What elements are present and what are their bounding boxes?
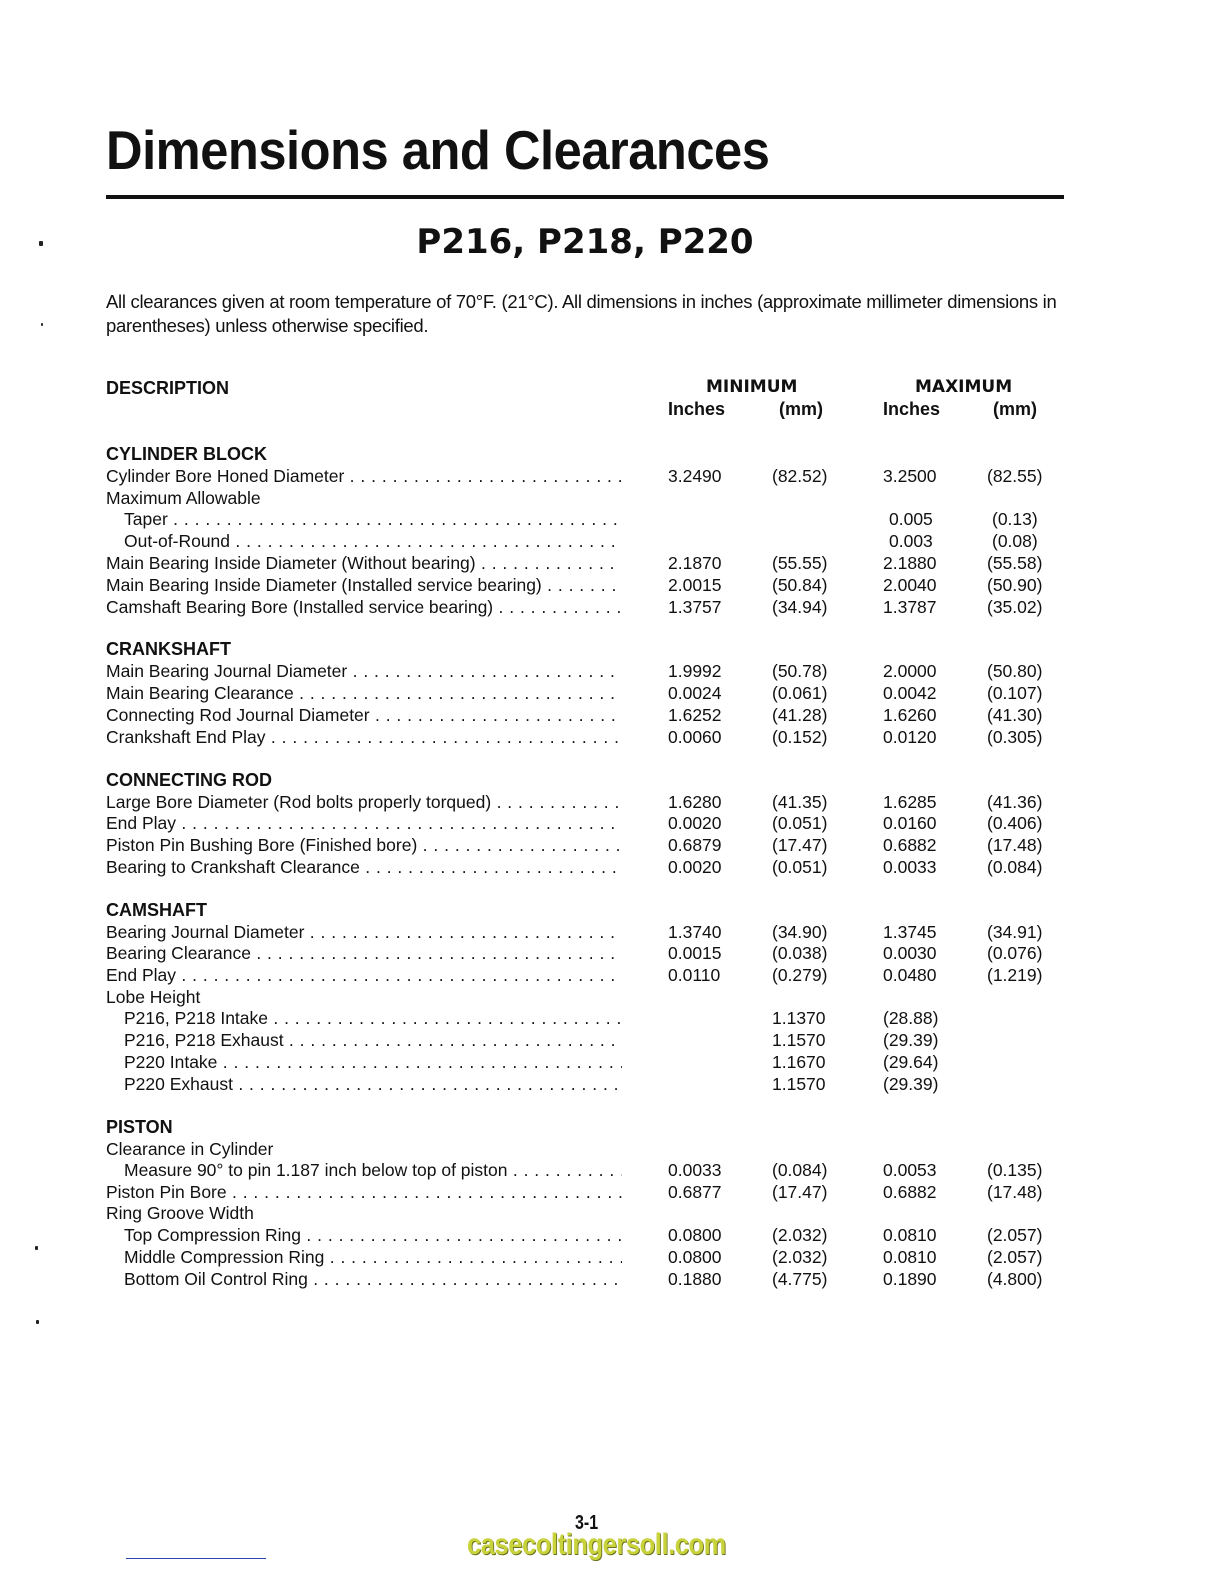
max-mm: (41.30) <box>987 705 1043 725</box>
spec-label: Measure 90° to pin 1.187 inch below top of piston . . . <box>124 1160 622 1181</box>
max-inches: 0.0810 <box>883 1247 937 1267</box>
min-mm: (0.084) <box>772 1160 828 1180</box>
spec-row <box>106 597 1066 619</box>
spec-label: Bottom Oil Control Ring . . . <box>124 1269 622 1290</box>
max-inches: 0.0160 <box>883 813 937 833</box>
header-min-inches: Inches <box>668 399 726 419</box>
watermark-text: casecoltingersoll.com <box>467 1528 726 1561</box>
spec-row <box>106 1269 1066 1291</box>
min-mm: (34.94) <box>772 597 828 617</box>
max-inches: (29.64) <box>883 1052 939 1072</box>
max-inches: 0.003 <box>889 531 933 551</box>
max-inches: 1.6260 <box>883 705 937 725</box>
min-mm: (17.47) <box>772 1182 828 1202</box>
min-inches: 0.0015 <box>668 943 722 963</box>
spec-row <box>106 1030 1066 1052</box>
model-subtitle: P216, P218, P220 <box>416 222 754 262</box>
spec-row <box>106 661 1066 683</box>
spec-label: Camshaft Bearing Bore (Installed service bearing) . . . <box>106 597 622 618</box>
spec-label: Taper . . . <box>124 509 622 530</box>
spec-group-label <box>106 1203 1066 1225</box>
min-mm: (0.279) <box>772 965 828 985</box>
max-mm: (4.800) <box>987 1269 1043 1289</box>
spec-row <box>106 922 1066 944</box>
min-inches: 0.0020 <box>668 813 722 833</box>
max-mm: (82.55) <box>987 466 1043 486</box>
spec-row <box>106 857 1066 879</box>
max-inches: 0.6882 <box>883 1182 937 1202</box>
header-max-inches: Inches <box>883 399 941 419</box>
spec-label: Crankshaft End Play . . . <box>106 727 622 748</box>
spec-row <box>106 683 1066 705</box>
max-mm: (0.13) <box>992 509 1038 529</box>
max-mm: (0.107) <box>987 683 1043 703</box>
min-mm: (0.061) <box>772 683 828 703</box>
spec-row <box>106 466 1066 488</box>
min-inches: 0.0800 <box>668 1247 722 1267</box>
spec-row <box>106 705 1066 727</box>
header-max-mm: (mm) <box>993 399 1037 419</box>
min-mm: (0.038) <box>772 943 828 963</box>
spec-row <box>106 1225 1066 1247</box>
header-description: DESCRIPTION <box>106 378 230 398</box>
spec-label: Piston Pin Bore . . . <box>106 1182 622 1203</box>
spec-label: P216, P218 Intake . . . <box>124 1008 622 1029</box>
min-inches: 0.0024 <box>668 683 722 703</box>
max-mm: (50.90) <box>987 575 1043 595</box>
spec-label: Middle Compression Ring . . . <box>124 1247 622 1268</box>
min-inches: 1.3757 <box>668 597 722 617</box>
min-mm: (34.90) <box>772 922 828 942</box>
min-inches: 1.6280 <box>668 792 722 812</box>
page-title: Dimensions and Clearances <box>106 119 770 181</box>
spec-label: P220 Intake . . . <box>124 1052 622 1073</box>
header-min-mm: (mm) <box>779 399 823 419</box>
spec-label: Clearance in Cylinder <box>106 1139 274 1159</box>
max-mm: (17.48) <box>987 1182 1043 1202</box>
spec-row <box>106 553 1066 575</box>
min-inches: 0.0110 <box>668 965 721 985</box>
min-mm: (50.78) <box>772 661 828 681</box>
max-inches: 0.0033 <box>883 857 937 877</box>
min-inches: 0.1880 <box>668 1269 722 1289</box>
max-mm: (1.219) <box>987 965 1043 985</box>
spec-row <box>106 792 1066 814</box>
max-inches: 2.0040 <box>883 575 937 595</box>
spec-label: Main Bearing Inside Diameter (Without bearing) . . . <box>106 553 622 574</box>
header-minimum: MINIMUM <box>706 377 798 397</box>
max-mm: (2.057) <box>987 1247 1043 1267</box>
max-mm: (35.02) <box>987 597 1043 617</box>
section-title-crankshaft: CRANKSHAFT <box>106 639 231 659</box>
spec-row <box>106 1052 1066 1074</box>
margin-mark <box>36 1320 39 1324</box>
spec-label: Piston Pin Bushing Bore (Finished bore) . . . <box>106 835 622 856</box>
section-title-cylinder-block: CYLINDER BLOCK <box>106 444 267 464</box>
min-mm: (4.775) <box>772 1269 828 1289</box>
header-maximum: MAXIMUM <box>915 377 1013 397</box>
spec-row <box>106 813 1066 835</box>
max-inches: 1.3745 <box>883 922 937 942</box>
spec-row <box>106 1008 1066 1030</box>
spec-row <box>106 575 1066 597</box>
spec-row <box>106 965 1066 987</box>
title-rule <box>106 195 1064 199</box>
max-inches: 3.2500 <box>883 466 937 486</box>
margin-mark <box>35 1246 38 1250</box>
min-inches: 0.0033 <box>668 1160 722 1180</box>
spec-label: End Play . . . <box>106 965 622 986</box>
min-mm: (2.032) <box>772 1247 828 1267</box>
min-inches: 0.0800 <box>668 1225 722 1245</box>
max-mm: (0.406) <box>987 813 1043 833</box>
min-mm: (50.84) <box>772 575 828 595</box>
spec-label: Cylinder Bore Honed Diameter . . . <box>106 466 622 487</box>
section-title-camshaft: CAMSHAFT <box>106 900 207 920</box>
spec-row <box>106 1074 1066 1096</box>
max-inches: 0.0030 <box>883 943 937 963</box>
max-mm: (34.91) <box>987 922 1043 942</box>
min-mm: (0.051) <box>772 813 828 833</box>
min-mm: (0.051) <box>772 857 828 877</box>
min-inches: 3.2490 <box>668 466 722 486</box>
min-inches: 2.0015 <box>668 575 722 595</box>
max-inches: 2.1880 <box>883 553 937 573</box>
max-inches: 0.0480 <box>883 965 937 985</box>
spec-label: Large Bore Diameter (Rod bolts properly torqued) . . . <box>106 792 622 813</box>
spec-row <box>106 531 1066 553</box>
page-number: 3-1 <box>575 1512 599 1534</box>
max-inches: 1.3787 <box>883 597 937 617</box>
spec-label: Connecting Rod Journal Diameter . . . <box>106 705 622 726</box>
spec-row <box>106 509 1066 531</box>
max-mm: (0.076) <box>987 943 1043 963</box>
max-inches: 0.1890 <box>883 1269 937 1289</box>
max-mm: (0.305) <box>987 727 1043 747</box>
spec-label: Bearing to Crankshaft Clearance . . . <box>106 857 622 878</box>
max-inches: 2.0000 <box>883 661 937 681</box>
spec-row <box>106 1182 1066 1204</box>
spec-label: Ring Groove Width <box>106 1203 254 1223</box>
spec-group-label <box>106 1139 1066 1161</box>
spec-label: P220 Exhaust . . . <box>124 1074 622 1095</box>
spec-label: Main Bearing Inside Diameter (Installed service bearing) . . . <box>106 575 622 596</box>
min-mm: (0.152) <box>772 727 828 747</box>
max-inches: 0.0042 <box>883 683 937 703</box>
spec-label: Main Bearing Journal Diameter . . . <box>106 661 622 682</box>
spec-row <box>106 727 1066 749</box>
spec-row <box>106 1247 1066 1269</box>
max-inches: 0.0120 <box>883 727 937 747</box>
spec-label: Out-of-Round . . . <box>124 531 622 552</box>
spec-label: P216, P218 Exhaust . . . <box>124 1030 622 1051</box>
spec-label: Bearing Journal Diameter . . . <box>106 922 622 943</box>
min-mm: (2.032) <box>772 1225 828 1245</box>
min-mm: (41.35) <box>772 792 828 812</box>
spec-label: Bearing Clearance . . . <box>106 943 622 964</box>
max-mm: (0.08) <box>992 531 1038 551</box>
spec-label: Maximum Allowable <box>106 488 261 508</box>
min-mm: 1.1670 <box>772 1052 826 1072</box>
margin-mark <box>41 323 43 326</box>
max-inches: 0.0810 <box>883 1225 937 1245</box>
max-mm: (2.057) <box>987 1225 1043 1245</box>
max-inches: (29.39) <box>883 1074 939 1094</box>
max-mm: (50.80) <box>987 661 1043 681</box>
spec-group-label <box>106 987 1066 1009</box>
min-inches: 2.1870 <box>668 553 722 573</box>
min-inches: 0.6877 <box>668 1182 722 1202</box>
min-mm: (55.55) <box>772 553 828 573</box>
min-inches: 1.6252 <box>668 705 722 725</box>
section-title-connecting-rod: CONNECTING ROD <box>106 770 272 790</box>
min-inches: 1.3740 <box>668 922 722 942</box>
max-mm: (17.48) <box>987 835 1043 855</box>
min-inches: 0.0020 <box>668 857 722 877</box>
max-inches: (29.39) <box>883 1030 939 1050</box>
min-mm: (41.28) <box>772 705 828 725</box>
min-inches: 0.6879 <box>668 835 722 855</box>
spec-group-label <box>106 488 1066 510</box>
intro-text: All clearances given at room temperature of 70°F. (21°C). All dimensions in inches (approximate millimeter dimensions in parentheses) unless otherwise specified. <box>106 291 1057 336</box>
spec-label: Lobe Height <box>106 987 201 1007</box>
max-inches: (28.88) <box>883 1008 939 1028</box>
min-mm: 1.1570 <box>772 1030 826 1050</box>
spec-row <box>106 943 1066 965</box>
min-mm: (17.47) <box>772 835 828 855</box>
footer-line <box>126 1558 266 1559</box>
spec-label: Top Compression Ring . . . <box>124 1225 622 1246</box>
spec-row <box>106 1160 1066 1182</box>
spec-row <box>106 835 1066 857</box>
max-mm: (0.084) <box>987 857 1043 877</box>
min-mm: 1.1570 <box>772 1074 826 1094</box>
max-mm: (41.36) <box>987 792 1043 812</box>
spec-label: Main Bearing Clearance . . . <box>106 683 622 704</box>
max-inches: 0.0053 <box>883 1160 937 1180</box>
margin-mark <box>39 241 43 246</box>
max-mm: (55.58) <box>987 553 1043 573</box>
min-inches: 1.9992 <box>668 661 722 681</box>
spec-label: End Play . . . <box>106 813 622 834</box>
min-mm: 1.1370 <box>772 1008 826 1028</box>
section-title-piston: PISTON <box>106 1117 173 1137</box>
max-mm: (0.135) <box>987 1160 1043 1180</box>
max-inches: 0.005 <box>889 509 933 529</box>
max-inches: 1.6285 <box>883 792 937 812</box>
min-mm: (82.52) <box>772 466 828 486</box>
max-inches: 0.6882 <box>883 835 937 855</box>
min-inches: 0.0060 <box>668 727 722 747</box>
